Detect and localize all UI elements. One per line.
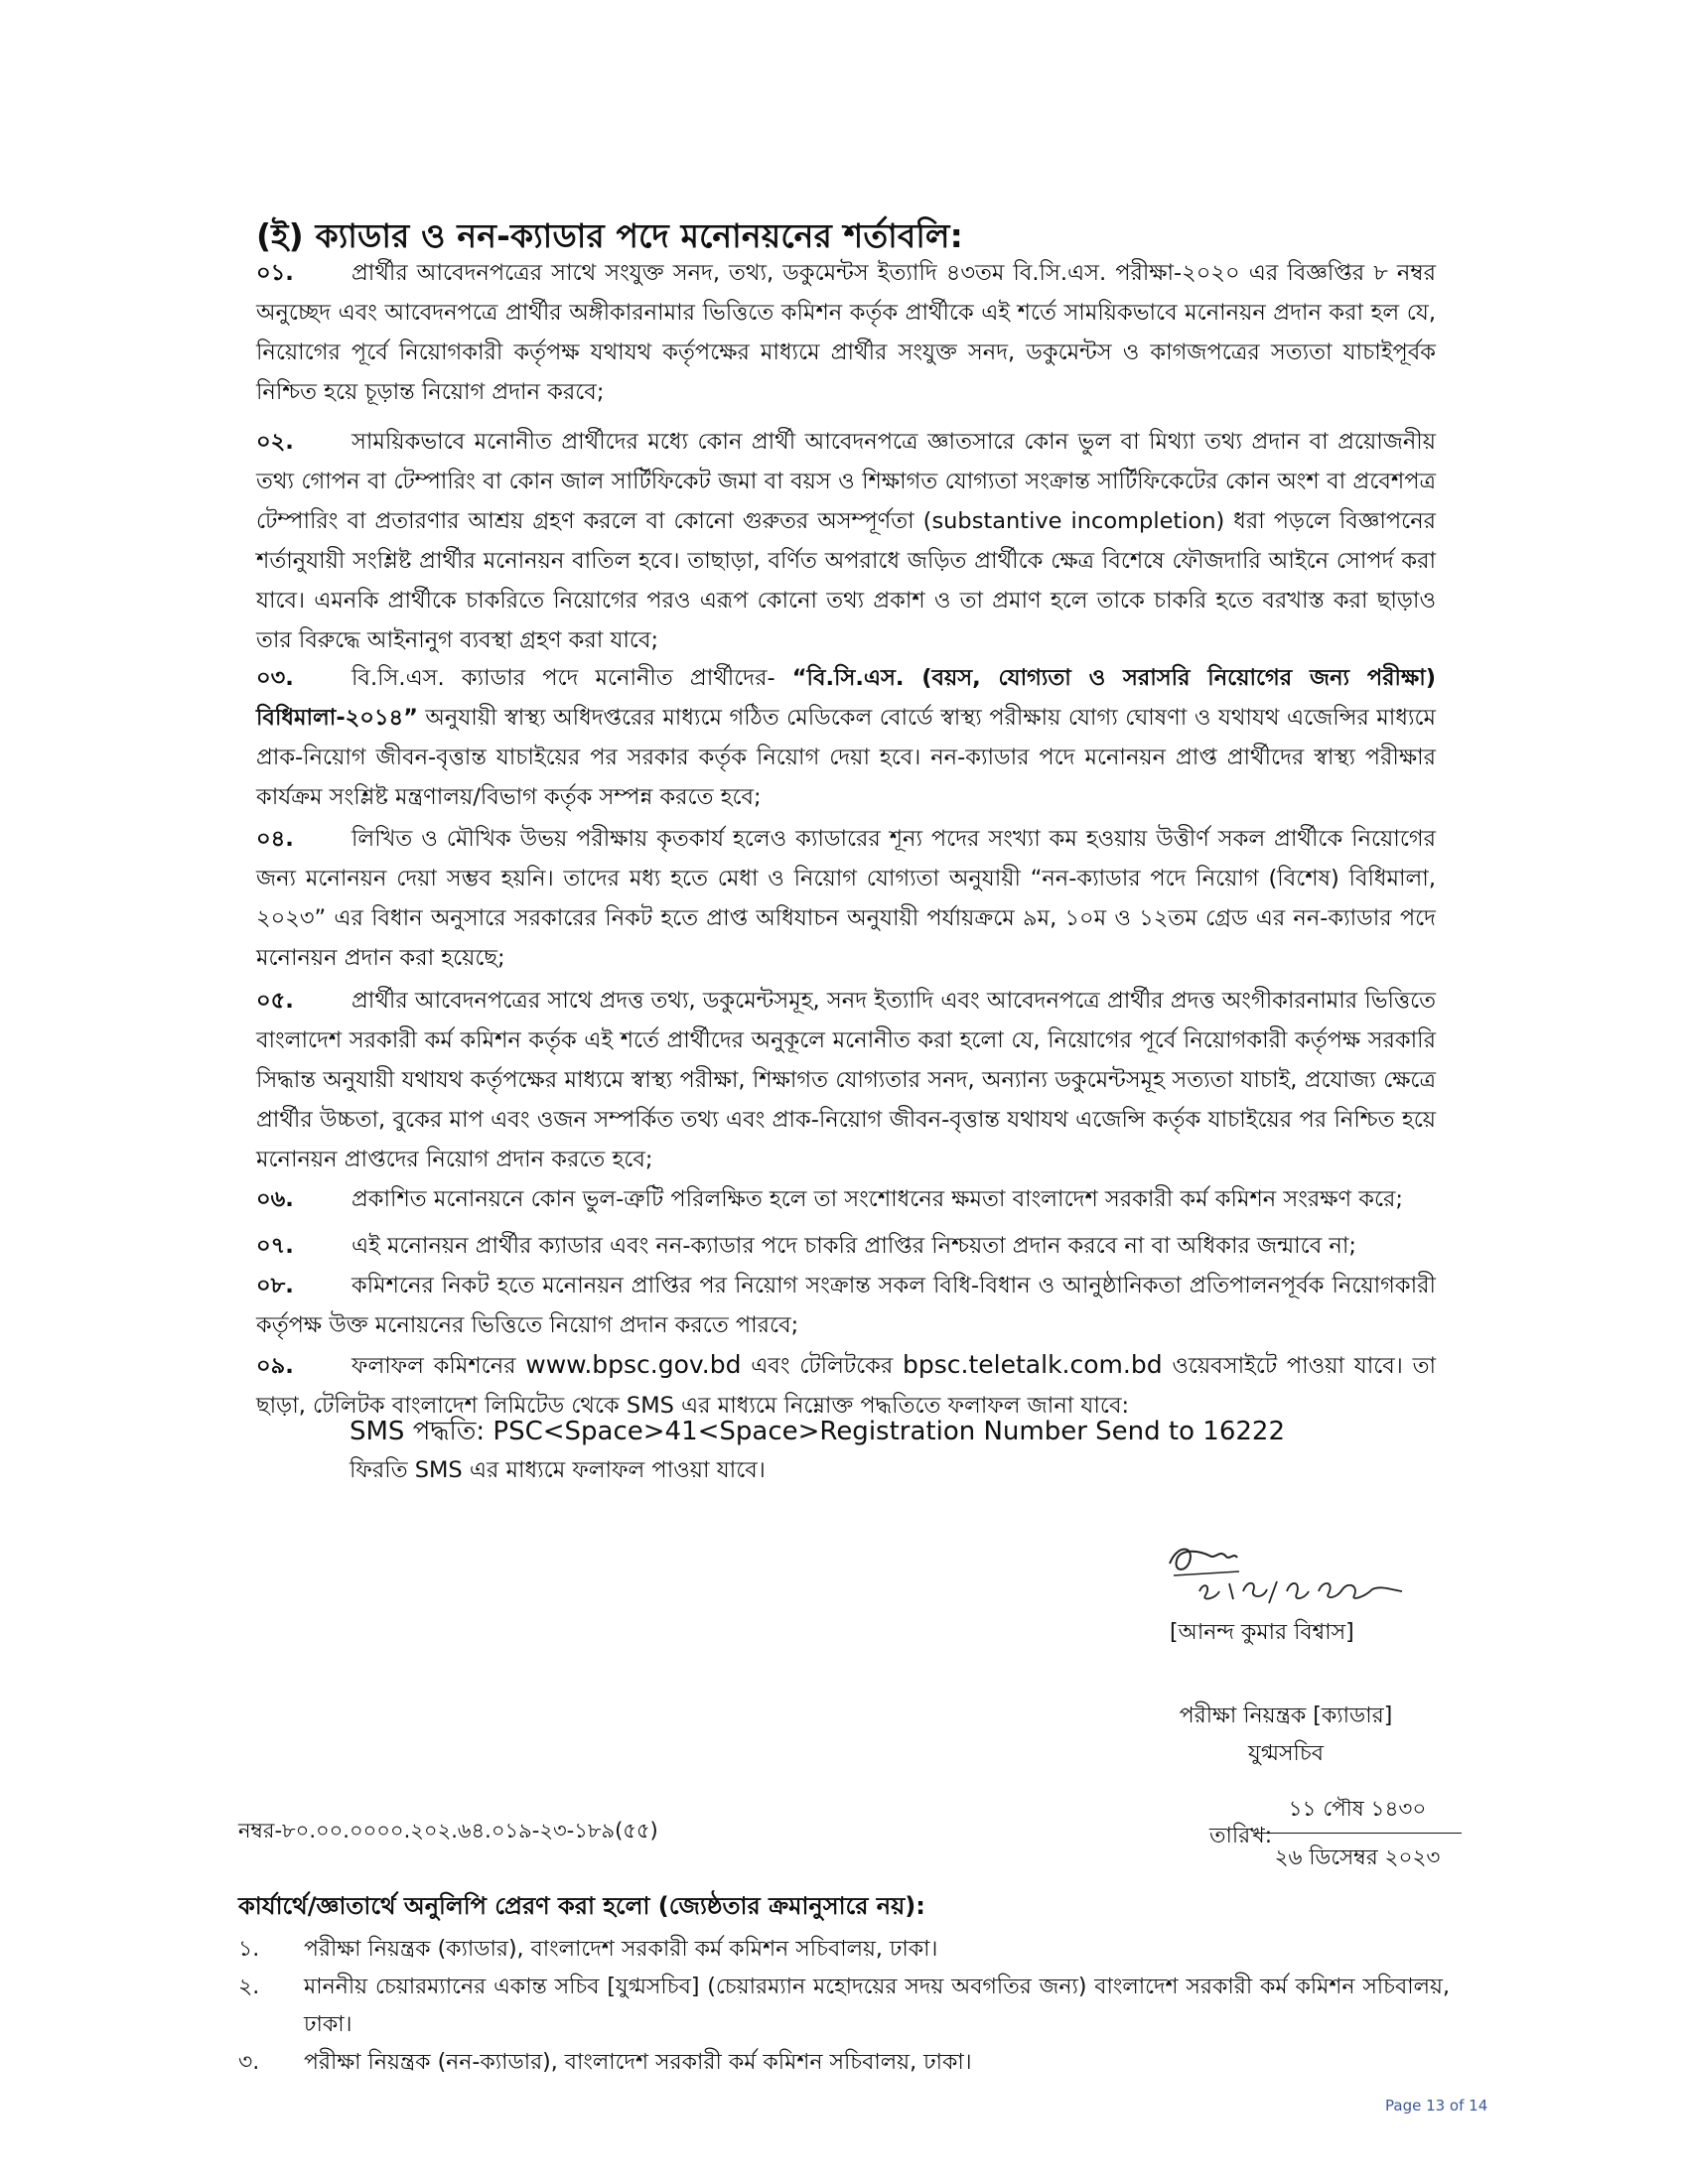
clause-08	[256, 1266, 1436, 1345]
copy-to-list	[238, 1931, 1450, 2082]
list-item-text: পরীক্ষা নিয়ন্ত্রক (ক্যাডার), বাংলাদেশ সরকারী কর্ম কমিশন সচিবালয়, ঢাকা।	[304, 1937, 938, 1962]
teletalk-website-link[interactable]: bpsc.teletalk.com.bd	[903, 1350, 1163, 1379]
clause-text: এই মনোনয়ন প্রার্থীর ক্যাডার এবং নন-ক্যাডার পদে চাকরি প্রাপ্তির নিশ্চয়তা প্রদান করবে না বা অধিকার জন্মাবে না;	[352, 1233, 1356, 1259]
list-item	[238, 1931, 1450, 1969]
clause-text: প্রার্থীর আবেদনপত্রের সাথে সংযুক্ত সনদ, তথ্য, ডকুমেন্টস ইত্যাদি ৪৩তম বি.সি.এস. পরীক্ষা-২০২০ এর বিজ্ঞপ্তির ৮ নম্বর অনুচ্ছেদ এবং আবেদনপত্রে প্রার্থীর অঙ্গীকারনামার ভিত্তিতে কমিশন কর্তৃক প্রার্থীকে এই শর্তে সাময়িকভাবে মনোনয়ন প্রদান করা হল যে, নিয়োগের পূর্বে নিয়োগকারী কর্তৃপক্ষ যথাযথ কর্তৃপক্ষের মাধ্যমে প্রার্থীর সংযুক্ত সনদ, ডকুমেন্টস ও কাগজপত্রের সত্যতা যাচাইপূর্বক নিশ্চিত হয়ে চূড়ান্ত নিয়োগ প্রদান করবে;	[256, 260, 1436, 405]
date-gregorian: ২৬ ডিসেম্বর ২০২৩	[1274, 1845, 1441, 1870]
list-item-number: ২.	[238, 1975, 260, 1999]
signer-designation	[1162, 1698, 1410, 1773]
date-block	[1253, 1793, 1462, 1877]
clause-number: ০১.	[256, 260, 294, 286]
clause-number: ০৩.	[256, 665, 294, 691]
list-item-text: মাননীয় চেয়ারম্যানের একান্ত সচিব [যুগ্মসচিব] (চেয়ারম্যান মহোদয়ের সদয় অবগতির জন্য) বাংলাদেশ সরকারী কর্ম কমিশন সচিবালয়, ঢাকা।	[304, 1975, 1450, 2037]
clause-01	[256, 253, 1436, 412]
clause-03	[256, 658, 1436, 817]
clause-number: ০৮.	[256, 1273, 294, 1298]
clause-text-cont: ওয়েবসাইটে পাওয়া যাবে। তা ছাড়া, টেলিটক বাংলাদেশ লিমিটেড থেকে SMS এর মাধ্যমে নিম্নোক্ত পদ্ধতিতে ফলাফল জানা যাবে:	[256, 1353, 1436, 1419]
signer-name: [আনন্দ কুমার বিশ্বাস]	[1170, 1620, 1354, 1645]
handwritten-signature	[1160, 1534, 1428, 1613]
list-item-number: ১.	[238, 1937, 260, 1962]
bpsc-website-link[interactable]: www.bpsc.gov.bd	[525, 1350, 742, 1379]
clause-text: প্রকাশিত মনোনয়নে কোন ভুল-ত্রুটি পরিলক্ষিত হলে তা সংশোধনের ক্ষমতা বাংলাদেশ সরকারী কর্ম কমিশন সংরক্ষণ করে;	[352, 1186, 1403, 1212]
list-item	[238, 2044, 1450, 2082]
clause-text-mid: এবং টেলিটকের	[741, 1353, 904, 1379]
list-item-number: ৩.	[238, 2050, 260, 2075]
clause-text: বি.সি.এস. ক্যাডার পদে মনোনীত প্রার্থীদের-	[352, 665, 792, 691]
clause-02	[256, 422, 1436, 660]
copy-to-heading: কার্যার্থে/জ্ঞাতার্থে অনুলিপি প্রেরণ করা হলো (জ্যেষ্ঠতার ক্রমানুসারে নয়):	[238, 1892, 925, 1920]
date-label: তারিখ:	[1209, 1824, 1273, 1848]
clause-number: ০৬.	[256, 1186, 294, 1212]
clause-number: ০২.	[256, 429, 294, 455]
rule-title: “বি.সি.এস. (বয়স, যোগ্যতা ও সরাসরি নিয়োগের জন্য পরীক্ষা) বিধিমালা-২০১৪”	[256, 665, 1437, 731]
sms-reply-note: ফিরতি SMS এর মাধ্যমে ফলাফল পাওয়া যাবে।	[350, 1457, 766, 1483]
clause-text: লিখিত ও মৌখিক উভয় পরীক্ষায় কৃতকার্য হলেও ক্যাডারের শূন্য পদের সংখ্যা কম হওয়ায় উত্তীর্ণ সকল প্রার্থীকে নিয়োগের জন্য মনোনয়ন দেয়া সম্ভব হয়নি। তাদের মধ্য হতে মেধা ও নিয়োগ যোগ্যতা অনুযায়ী “নন-ক্যাডার পদে নিয়োগ (বিশেষ) বিধিমালা, ২০২৩” এর বিধান অনুসারে সরকারের নিকট হতে প্রাপ্ত অধিযাচন অনুযায়ী পর্যায়ক্রমে ৯ম, ১০ম ও ১২তম গ্রেড এর নন-ক্যাডার পদে মনোনয়ন প্রদান করা হয়েছে;	[256, 826, 1436, 971]
clause-text: সাময়িকভাবে মনোনীত প্রার্থীদের মধ্যে কোন প্রার্থী আবেদনপত্রে জ্ঞাতসারে কোন ভুল বা মিথ্যা তথ্য প্রদান বা প্রয়োজনীয় তথ্য গোপন বা টেম্পারিং বা কোন জাল সার্টিফিকেট জমা বা বয়স ও শিক্ষাগত যোগ্যতা সংক্রান্ত সার্টিফিকেটের কোন অংশ বা প্রবেশপত্র টেম্পারিং বা প্রতারণার আশ্রয় গ্রহণ করলে বা কোনো গুরুতর অসম্পূর্ণতা (substantive incompletion) ধরা পড়লে বিজ্ঞাপনের শর্তানুযায়ী সংশ্লিষ্ট প্রার্থীর মনোনয়ন বাতিল হবে। তাছাড়া, বর্ণিত অপরাধে জড়িত প্রার্থীকে ক্ষেত্র বিশেষে ফৌজদারি আইনে সোপর্দ করা যাবে। এমনকি প্রার্থীকে চাকরিতে নিয়োগের পরও এরূপ কোনো তথ্য প্রকাশ ও তা প্রমাণ হলে তাকে চাকরি হতে বরখাস্ত করা ছাড়াও তার বিরুদ্ধে আইনানুগ ব্যবস্থা গ্রহণ করা যাবে;	[256, 429, 1436, 653]
clause-text-cont: অনুযায়ী স্বাস্থ্য অধিদপ্তরের মাধ্যমে গঠিত মেডিকেল বোর্ডে স্বাস্থ্য পরীক্ষায় যোগ্য ঘোষণা ও যথাযথ এজেন্সির মাধ্যমে প্রাক-নিয়োগ জীবন-বৃত্তান্ত যাচাইয়ের পর সরকার কর্তৃক নিয়োগ দেয়া হবে। নন-ক্যাডার পদে মনোনয়ন প্রাপ্ত প্রার্থীদের স্বাস্থ্য পরীক্ষার কার্যক্রম সংশ্লিষ্ট মন্ত্রণালয়/বিভাগ কর্তৃক সম্পন্ন করতে হবে;	[256, 705, 1436, 810]
clause-05	[256, 981, 1436, 1179]
clause-number: ০৫.	[256, 988, 294, 1014]
clause-09	[256, 1345, 1436, 1426]
clause-04	[256, 819, 1436, 978]
memo-number: নম্বর-৮০.০০.০০০০.২০২.৬৪.০১৯-২৩-১৮৯(৫৫)	[238, 1819, 658, 1843]
section-heading: (ই) ক্যাডার ও নন-ক্যাডার পদে মনোনয়নের শর্তাবলি:	[256, 216, 964, 255]
clause-number: ০৪.	[256, 826, 294, 852]
clause-06	[256, 1179, 1436, 1219]
page-number: Page 13 of 14	[1385, 2097, 1488, 2115]
list-item-text: পরীক্ষা নিয়ন্ত্রক (নন-ক্যাডার), বাংলাদেশ সরকারী কর্ম কমিশন সচিবালয়, ঢাকা।	[304, 2050, 972, 2075]
clause-number: ০৯.	[256, 1353, 294, 1379]
list-item	[238, 1969, 1450, 2044]
clause-text: ফলাফল কমিশনের	[352, 1353, 526, 1379]
sms-method: SMS পদ্ধতি: PSC<Space>41<Space>Registration Number Send to 16222	[350, 1417, 1286, 1446]
clause-text: প্রার্থীর আবেদনপত্রের সাথে প্রদত্ত তথ্য, ডকুমেন্টসমূহ, সনদ ইত্যাদি এবং আবেদনপত্রে প্রার্থীর প্রদত্ত অংগীকারনামার ভিত্তিতে বাংলাদেশ সরকারী কর্ম কমিশন কর্তৃক এই শর্তে প্রার্থীদের অনুকূলে মনোনীত করা হলো যে, নিয়োগের পূর্বে নিয়োগকারী কর্তৃপক্ষ সরকারি সিদ্ধান্ত অনুযায়ী যথাযথ কর্তৃপক্ষের মাধ্যমে স্বাস্থ্য পরীক্ষা, শিক্ষাগত যোগ্যতার সনদ, অন্যান্য ডকুমেন্টসমূহ সত্যতা যাচাই, প্রযোজ্য ক্ষেত্রে প্রার্থীর উচ্চতা, বুকের মাপ এবং ওজন সম্পর্কিত তথ্য এবং প্রাক-নিয়োগ জীবন-বৃত্তান্ত যথাযথ এজেন্সি কর্তৃক যাচাইয়ের পর নিশ্চিত হয়ে মনোনয়ন প্রাপ্তদের নিয়োগ প্রদান করতে হবে;	[256, 988, 1436, 1172]
clause-07	[256, 1226, 1436, 1266]
date-bangla: ১১ পৌষ ১৪৩০	[1253, 1793, 1462, 1834]
designation-line-2: যুগ্মসচিব	[1248, 1741, 1324, 1766]
clause-text: কমিশনের নিকট হতে মনোনয়ন প্রাপ্তির পর নিয়োগ সংক্রান্ত সকল বিধি-বিধান ও আনুষ্ঠানিকতা প্রতিপালনপূর্বক নিয়োগকারী কর্তৃপক্ষ উক্ত মনোয়নের ভিত্তিতে নিয়োগ প্রদান করতে পারবে;	[256, 1273, 1436, 1338]
clause-number: ০৭.	[256, 1233, 294, 1259]
designation-line-1: পরীক্ষা নিয়ন্ত্রক [ক্যাডার]	[1179, 1704, 1393, 1728]
